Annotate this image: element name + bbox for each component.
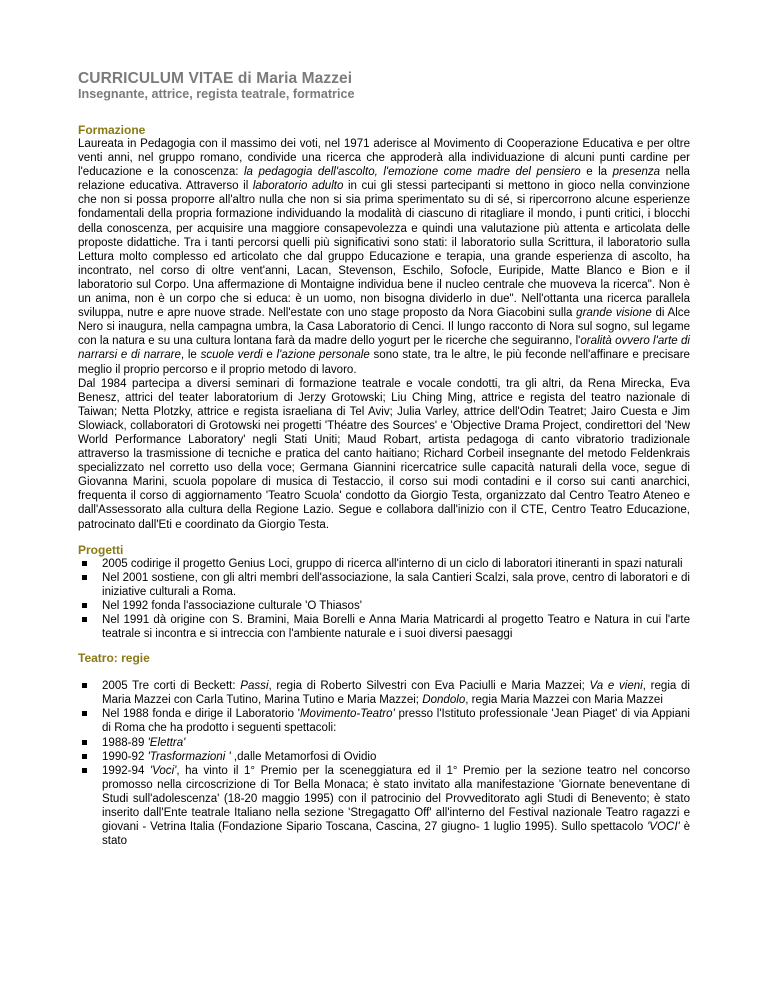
list-item: 1992-94 'Voci', ha vinto il 1° Premio per la sceneggiatura ed il 1° Premio per la sezione teatro nel concorso promosso nella circoscrizione di Tor Bella Monaca; è stato invitato alla manifestazione 'Giornate beneventane di Studi sull'adolescenza' (18-20 maggio 1995) con il patrocinio del Provveditorato agli Studi di Benevento; è stato inserito dall'Ente teatrale Italiano nella sezione 'Stregagatto Off' all'interno del Festival nazionale Teatro ragazzi e giovani - Vetrina Italia (Fondazione Sipario Toscana, Cascina, 27 giugno- 1 luglio 1995). Sullo spettacolo 'VOCI' è stato	[78, 764, 690, 849]
section-heading-formazione: Formazione	[78, 123, 146, 137]
formazione-paragraph-2: Dal 1984 partecipa a diversi seminari di formazione teatrale e vocale condotti, tra gli altri, da Rena Mirecka, Eva Benesz, attrici del teater laboratorium di Jerzy Grotowski; Liu Ching Ming, attrice e regista del teatro nazionale di Taiwan; Netta Plotzky, attrice e regista israeliana di Tel Aviv; Julia Varley, attrice dell'Odin Teatret; Jairo Cuesta e Jim Slowiack, collaboratori di Grotowski nei progetti 'Théatre des Sources' e 'Objective Drama Project, condirettori del 'New World Performance Laboratory' negli Stati Uniti; Maud Robart, artista pedagoga di canto vibratorio tradizionale attraverso la trasmissione di tecniche e pratica del canto haitiano; Richard Corbeil insegnante del metodo Feldenkrais specializzato nel corretto uso della voce; Germana Giannini ricercatrice sulle capacità naturali della voce, segue di Giovanna Marini, scuola popolare di musica di Testaccio, il corso sui modi contadini e il corso sui canti anarchici, frequenta il corso di aggiornamento 'Teatro Scuola' condotto da Giorgio Testa, organizzato dal Centro Teatro Ateneo e dall'Assessorato alla cultura della Regione Lazio. Segue e collabora dall'inizio con il CTE, Centro Teatro Educazione, patrocinato dall'Eti e coordinato da Giorgio Testa.	[78, 377, 690, 531]
list-item: Nel 1988 fonda e dirige il Laboratorio 'Movimento-Teatro' presso l'Istituto professionale 'Jean Piaget' di via Appiani di Roma che ha prodotto i seguenti spettacoli:	[78, 707, 690, 735]
list-item: 1988-89 'Elettra'	[78, 736, 690, 750]
formazione-paragraph-1: Laureata in Pedagogia con il massimo dei voti, nel 1971 aderisce al Movimento di Cooperazione Educativa e per oltre venti anni, nel gruppo romano, condivide una ricerca che approderà alla individuazione di alcuni punti cardine per l'educazione e la conoscenza: la pedagogia dell'ascolto, l'emozione come madre del pensiero e la presenza nella relazione educativa. Attraverso il laboratorio adulto in cui gli stessi partecipanti si mettono in gioco nella convinzione che non si possa proporre all'altro nulla che non si sia prima sperimentato su di sé, si ripercorrono alcune esperienze fondamentali della propria formazione individuando la modalità di ciascuno di ritagliare il mondo, i punti critici, i blocchi della conoscenza, per acquisire una maggiore consapevolezza e quindi una valutazione più attenta e articolata delle proposte didattiche. Tra i tanti percorsi quelli più significativi sono stati: il laboratorio sulla Scrittura, il laboratorio sulla Lettura molto complesso ed articolato che dal gruppo Educazione e terapia, una grande esperienza di ascolto, ha incontrato, nel corso di oltre vent'anni, Lacan, Stevenson, Eschilo, Sofocle, Euripide, Matte Blanco e Bion e il laboratorio sul Corpo. Una affermazione di Montaigne individua bene il nucleo centrale che muoveva la ricerca". Non è un anima, non è un corpo che si educa: è un uomo, non bisogna dividerlo in due". Nell'ottanta una ricerca parallela sviluppa, nutre e apre nuove strade. Nell'estate con uno stage proposto da Nora Giacobini sulla grande visione di Alce Nero si inaugura, nella campagna umbra, la Casa Laboratorio di Cenci. Il lungo racconto di Nora sul sogno, sul legame con la natura e su una cultura lontana farà da madre dello yogurt per le ricerche che seguiranno, l'oralità ovvero l'arte di narrarsi e di narrare, le scuole verdi e l'azione personale sono state, tra le altre, le più feconde nell'affinare e precisare meglio il proprio percorso e il proprio metodo di lavoro.	[78, 138, 690, 376]
section-teatro-regie	[78, 651, 690, 848]
teatro-list	[78, 679, 690, 848]
section-progetti	[78, 543, 690, 642]
list-item: 2005 Tre corti di Beckett: Passi, regia di Roberto Silvestri con Eva Paciulli e Maria Mazzei; Va e vieni, regia di Maria Mazzei con Carla Tutino, Marina Tutino e Maria Mazzei; Dondolo, regia Maria Mazzei con Maria Mazzei	[78, 679, 690, 707]
section-formazione	[78, 123, 690, 532]
cv-page	[78, 70, 690, 848]
progetti-list	[78, 557, 690, 642]
list-item: 2005 codirige il progetto Genius Loci, gruppo di ricerca all'interno di un ciclo di laboratori itineranti in spazi naturali	[78, 557, 690, 571]
document-subtitle: Insegnante, attrice, regista teatrale, formatrice	[78, 87, 355, 101]
list-item: Nel 1991 dà origine con S. Bramini, Maia Borelli e Anna Maria Matricardi al progetto Teatro e Natura in cui l'arte teatrale si incontra e si intreccia con l'ambiente naturale e i suoi diversi paesaggi	[78, 613, 690, 641]
document-title: CURRICULUM VITAE di Maria Mazzei	[78, 70, 353, 87]
section-heading-progetti: Progetti	[78, 542, 124, 557]
list-item: Nel 1992 fonda l'associazione culturale 'O Thiasos'	[78, 599, 690, 613]
list-item: Nel 2001 sostiene, con gli altri membri dell'associazione, la sala Cantieri Scalzi, sala prove, centro di laboratori e di iniziative culturali a Roma.	[78, 571, 690, 599]
section-heading-teatro: Teatro: regie	[78, 651, 150, 666]
list-item: 1990-92 'Trasformazioni ' ,dalle Metamorfosi di Ovidio	[78, 750, 690, 764]
